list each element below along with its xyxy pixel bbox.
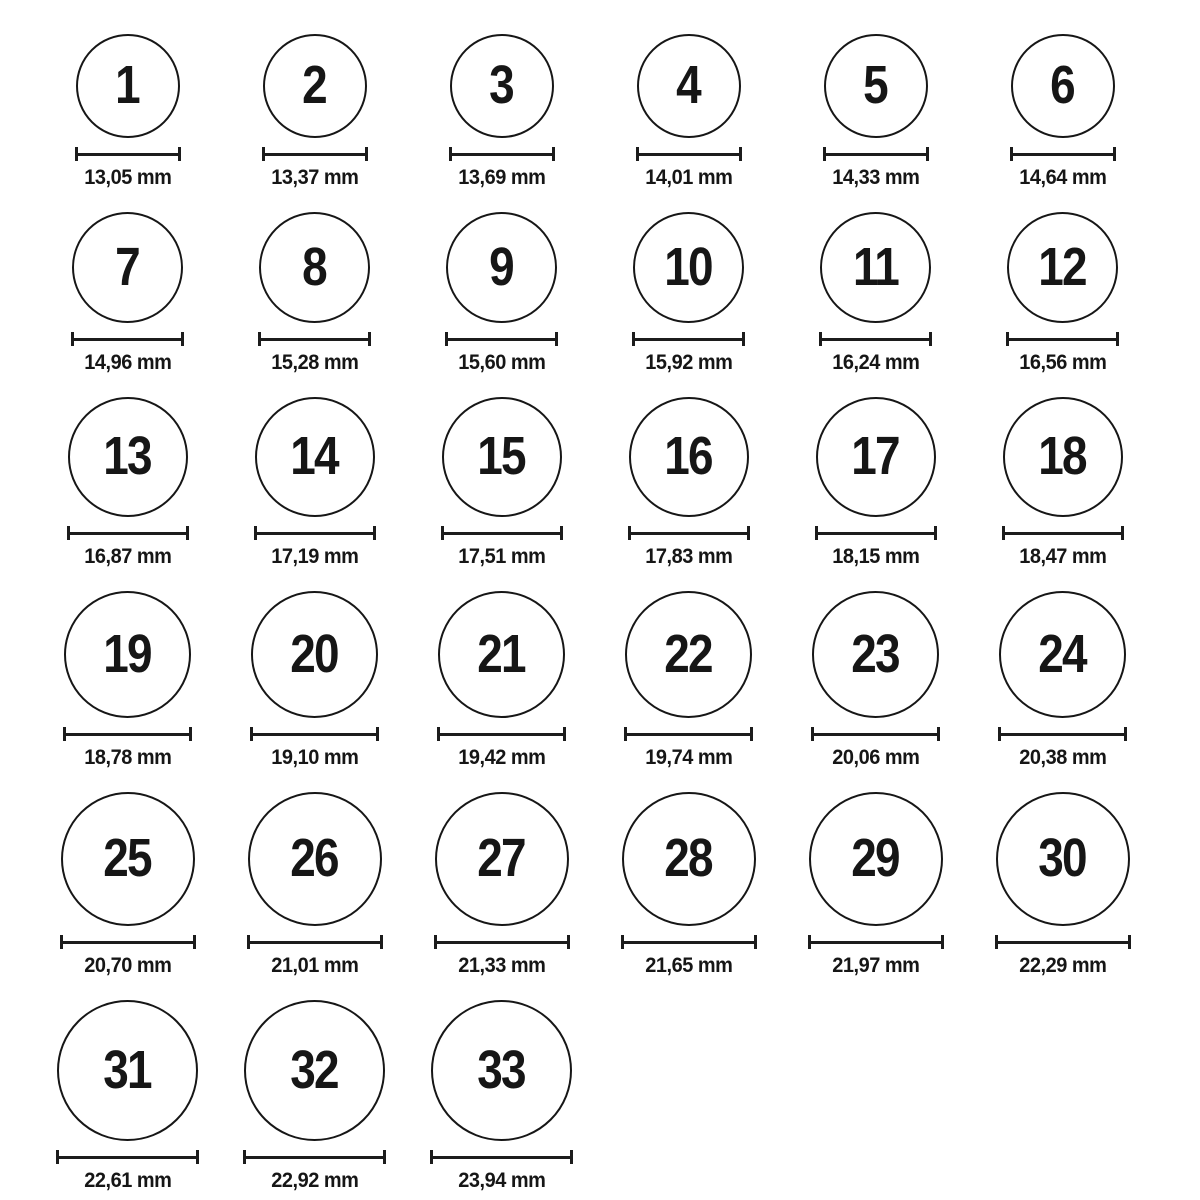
diameter-ruler-icon xyxy=(258,332,371,346)
ring-size-item xyxy=(969,397,1156,569)
diameter-ruler-icon xyxy=(1002,526,1124,540)
ring-size-item xyxy=(221,591,408,770)
diameter-label: 17,19 mm xyxy=(270,545,359,568)
ring-number: 30 xyxy=(1038,828,1087,888)
ring-size-item xyxy=(969,34,1156,190)
diameter-label: 15,60 mm xyxy=(457,351,546,374)
ring-number: 18 xyxy=(1038,426,1087,486)
diameter-label: 22,29 mm xyxy=(1018,954,1107,977)
diameter-ruler-icon xyxy=(815,526,937,540)
ring-circle xyxy=(251,591,378,718)
ring-circle xyxy=(824,34,928,138)
diameter-label: 18,15 mm xyxy=(831,545,920,568)
ring-circle xyxy=(622,792,756,926)
ring-number: 14 xyxy=(290,426,339,486)
ring-size-item xyxy=(408,34,595,190)
ring-circle xyxy=(442,397,562,517)
diameter-ruler-icon xyxy=(437,727,566,741)
ring-circle xyxy=(263,34,367,138)
ring-circle xyxy=(244,1000,385,1141)
diameter-ruler-icon xyxy=(636,147,742,161)
ring-number: 19 xyxy=(103,623,152,684)
diameter-ruler-icon xyxy=(71,332,184,346)
diameter-ruler-icon xyxy=(63,727,192,741)
ring-size-item xyxy=(969,591,1156,770)
ring-number: 31 xyxy=(103,1039,152,1100)
ring-circle xyxy=(435,792,569,926)
diameter-label: 21,97 mm xyxy=(831,954,920,977)
diameter-ruler-icon xyxy=(254,526,376,540)
diameter-ruler-icon xyxy=(75,147,181,161)
diameter-label: 14,96 mm xyxy=(83,351,172,374)
ring-number: 25 xyxy=(103,828,152,888)
ring-number: 7 xyxy=(115,236,140,297)
ring-circle xyxy=(1003,397,1123,517)
ring-size-item xyxy=(782,397,969,569)
diameter-label: 15,28 mm xyxy=(270,351,359,374)
ring-size-item xyxy=(34,792,221,978)
diameter-ruler-icon xyxy=(811,727,940,741)
ring-circle xyxy=(637,34,741,138)
ring-size-item xyxy=(408,591,595,770)
diameter-label: 19,74 mm xyxy=(644,746,733,769)
ring-circle xyxy=(633,212,744,323)
ring-circle xyxy=(816,397,936,517)
ring-number: 17 xyxy=(851,426,900,486)
ring-size-item xyxy=(969,212,1156,375)
ring-circle xyxy=(72,212,183,323)
ring-number: 26 xyxy=(290,828,339,888)
diameter-label: 22,61 mm xyxy=(83,1169,172,1192)
ring-size-item xyxy=(595,34,782,190)
ring-number: 13 xyxy=(103,426,152,486)
ring-size-item xyxy=(408,212,595,375)
diameter-label: 19,10 mm xyxy=(270,746,359,769)
diameter-label: 18,47 mm xyxy=(1018,545,1107,568)
ring-size-item xyxy=(782,212,969,375)
diameter-ruler-icon xyxy=(998,727,1127,741)
diameter-label: 16,24 mm xyxy=(831,351,920,374)
diameter-ruler-icon xyxy=(60,935,196,949)
ring-circle xyxy=(820,212,931,323)
diameter-label: 22,92 mm xyxy=(270,1169,359,1192)
ring-size-item xyxy=(34,212,221,375)
ring-circle xyxy=(255,397,375,517)
diameter-label: 13,05 mm xyxy=(83,166,172,189)
ring-size-item xyxy=(595,591,782,770)
ring-size-item xyxy=(221,397,408,569)
ring-number: 6 xyxy=(1050,55,1075,115)
diameter-ruler-icon xyxy=(262,147,368,161)
ring-number: 20 xyxy=(290,623,339,684)
diameter-label: 13,37 mm xyxy=(270,166,359,189)
ring-number: 22 xyxy=(664,623,713,684)
ring-row xyxy=(34,1000,1156,1193)
ring-size-item xyxy=(34,34,221,190)
diameter-label: 13,69 mm xyxy=(457,166,546,189)
diameter-label: 15,92 mm xyxy=(644,351,733,374)
ring-number: 24 xyxy=(1038,623,1087,684)
ring-number: 21 xyxy=(477,623,526,684)
ring-size-item xyxy=(595,397,782,569)
ring-number: 27 xyxy=(477,828,526,888)
ring-row xyxy=(34,591,1156,770)
diameter-ruler-icon xyxy=(434,935,570,949)
ring-number: 8 xyxy=(302,236,327,297)
diameter-label: 14,01 mm xyxy=(644,166,733,189)
ring-size-item xyxy=(221,212,408,375)
ring-size-item xyxy=(221,34,408,190)
diameter-ruler-icon xyxy=(250,727,379,741)
ring-size-item xyxy=(782,34,969,190)
diameter-ruler-icon xyxy=(445,332,558,346)
diameter-ruler-icon xyxy=(430,1150,573,1164)
diameter-label: 20,06 mm xyxy=(831,746,920,769)
diameter-label: 21,33 mm xyxy=(457,954,546,977)
ring-circle xyxy=(57,1000,198,1141)
ring-size-item xyxy=(408,792,595,978)
diameter-label: 19,42 mm xyxy=(457,746,546,769)
ring-circle xyxy=(76,34,180,138)
ring-size-item xyxy=(782,591,969,770)
ring-size-item xyxy=(34,1000,221,1193)
ring-number: 3 xyxy=(489,55,514,115)
diameter-ruler-icon xyxy=(56,1150,199,1164)
ring-number: 11 xyxy=(852,236,899,297)
ring-circle xyxy=(248,792,382,926)
diameter-ruler-icon xyxy=(995,935,1131,949)
diameter-label: 23,94 mm xyxy=(457,1169,546,1192)
diameter-label: 20,70 mm xyxy=(83,954,172,977)
ring-size-item xyxy=(34,591,221,770)
diameter-label: 20,38 mm xyxy=(1018,746,1107,769)
diameter-ruler-icon xyxy=(823,147,929,161)
ring-number: 12 xyxy=(1038,236,1087,297)
ring-row xyxy=(34,397,1156,569)
diameter-label: 16,56 mm xyxy=(1018,351,1107,374)
diameter-ruler-icon xyxy=(628,526,750,540)
diameter-label: 17,51 mm xyxy=(457,545,546,568)
ring-size-item xyxy=(221,1000,408,1193)
ring-size-item xyxy=(221,792,408,978)
ring-number: 32 xyxy=(290,1039,339,1100)
ring-circle xyxy=(61,792,195,926)
diameter-ruler-icon xyxy=(819,332,932,346)
diameter-label: 16,87 mm xyxy=(83,545,172,568)
ring-row xyxy=(34,212,1156,375)
diameter-ruler-icon xyxy=(441,526,563,540)
ring-number: 5 xyxy=(863,55,888,115)
ring-size-item xyxy=(34,397,221,569)
diameter-ruler-icon xyxy=(449,147,555,161)
ring-size-item xyxy=(969,792,1156,978)
ring-number: 4 xyxy=(676,55,701,115)
diameter-label: 21,65 mm xyxy=(644,954,733,977)
diameter-ruler-icon xyxy=(67,526,189,540)
ring-size-item xyxy=(595,212,782,375)
ring-circle xyxy=(259,212,370,323)
ring-circle xyxy=(431,1000,572,1141)
ring-row xyxy=(34,34,1156,190)
ring-circle xyxy=(996,792,1130,926)
ring-circle xyxy=(625,591,752,718)
ring-circle xyxy=(1011,34,1115,138)
ring-number: 15 xyxy=(477,426,526,486)
ring-circle xyxy=(812,591,939,718)
ring-circle xyxy=(64,591,191,718)
ring-circle xyxy=(446,212,557,323)
ring-number: 10 xyxy=(664,236,713,297)
diameter-label: 17,83 mm xyxy=(644,545,733,568)
diameter-ruler-icon xyxy=(243,1150,386,1164)
ring-number: 9 xyxy=(489,236,514,297)
diameter-ruler-icon xyxy=(632,332,745,346)
ring-number: 2 xyxy=(302,55,327,115)
ring-circle xyxy=(450,34,554,138)
ring-circle xyxy=(68,397,188,517)
diameter-label: 18,78 mm xyxy=(83,746,172,769)
ring-circle xyxy=(1007,212,1118,323)
ring-size-item xyxy=(782,792,969,978)
diameter-ruler-icon xyxy=(808,935,944,949)
ring-number: 33 xyxy=(477,1039,526,1100)
ring-number: 16 xyxy=(664,426,713,486)
diameter-label: 14,33 mm xyxy=(831,166,920,189)
ring-row xyxy=(34,792,1156,978)
ring-number: 29 xyxy=(851,828,900,888)
diameter-ruler-icon xyxy=(624,727,753,741)
ring-size-item xyxy=(408,397,595,569)
ring-circle xyxy=(999,591,1126,718)
ring-size-item xyxy=(408,1000,595,1193)
diameter-ruler-icon xyxy=(1010,147,1116,161)
diameter-ruler-icon xyxy=(621,935,757,949)
ring-circle xyxy=(629,397,749,517)
ring-number: 28 xyxy=(664,828,713,888)
diameter-ruler-icon xyxy=(247,935,383,949)
diameter-label: 21,01 mm xyxy=(270,954,359,977)
ring-size-item xyxy=(595,792,782,978)
diameter-label: 14,64 mm xyxy=(1018,166,1107,189)
ring-circle xyxy=(809,792,943,926)
diameter-ruler-icon xyxy=(1006,332,1119,346)
ring-number: 1 xyxy=(115,55,140,115)
ring-circle xyxy=(438,591,565,718)
ring-number: 23 xyxy=(851,623,900,684)
